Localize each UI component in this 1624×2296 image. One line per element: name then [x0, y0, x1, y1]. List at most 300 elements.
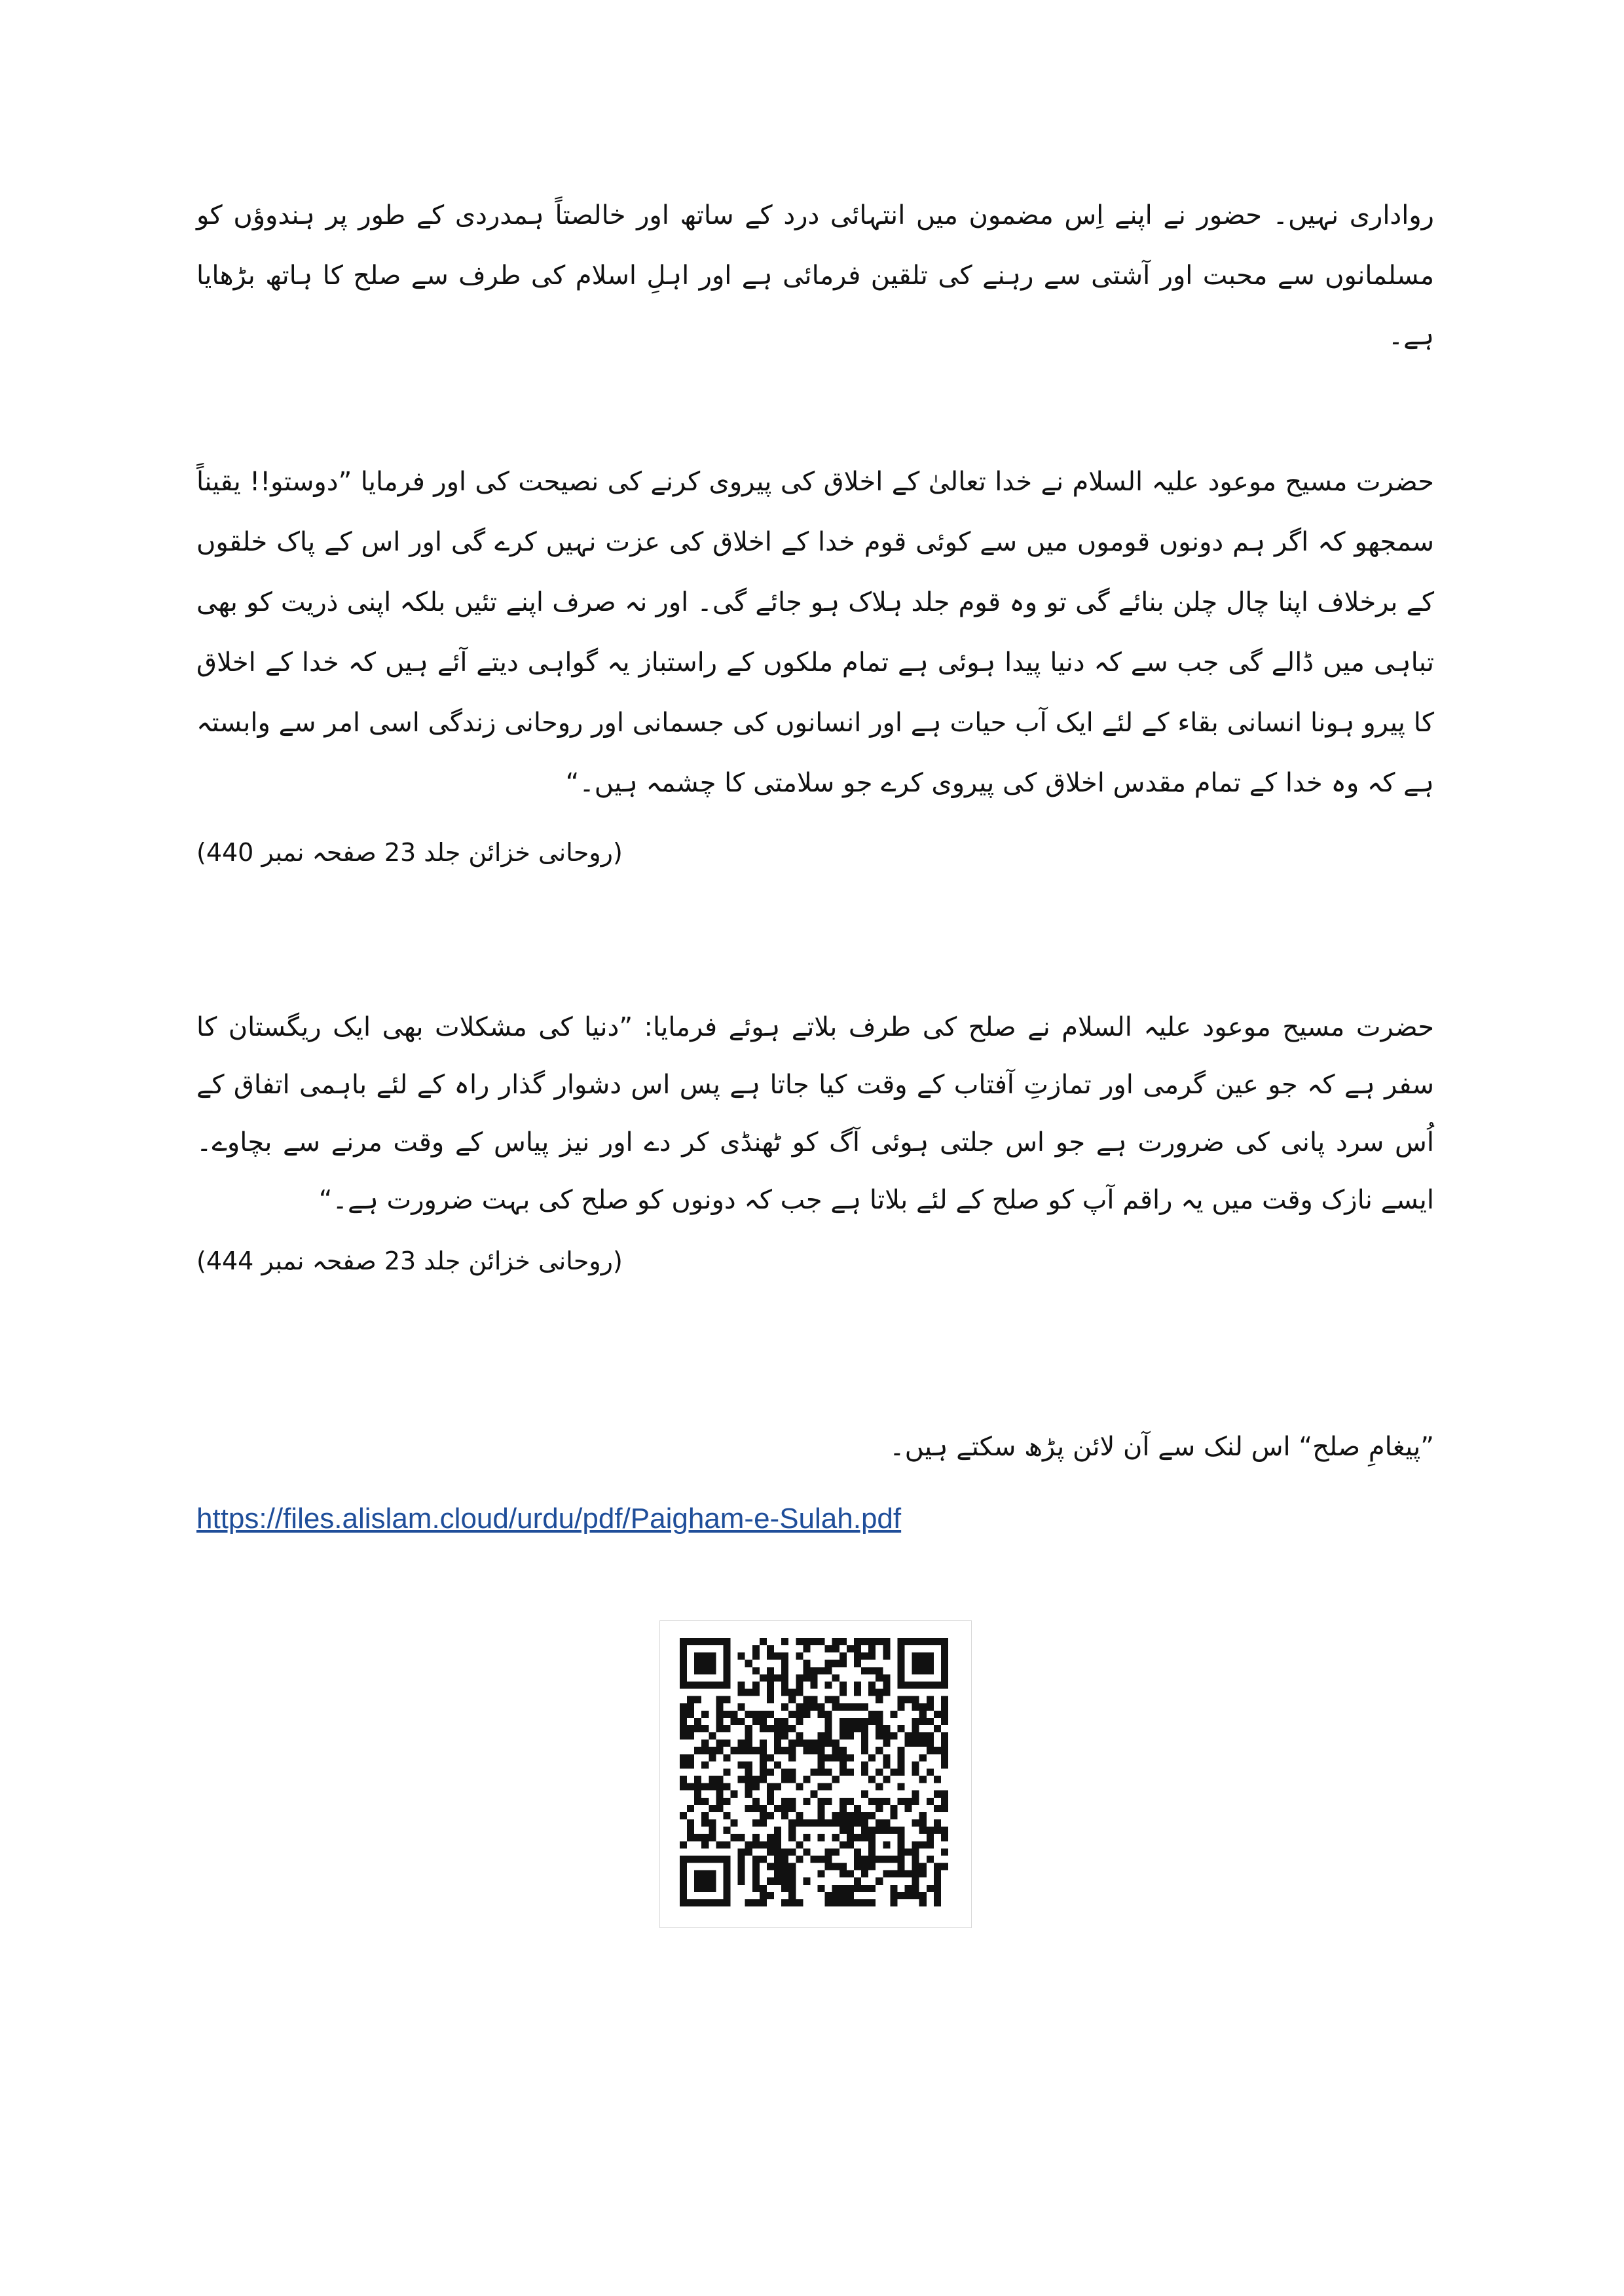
- qr-module: [788, 1892, 796, 1899]
- qr-module: [861, 1704, 868, 1711]
- qr-module: [687, 1819, 694, 1827]
- qr-module: [774, 1761, 781, 1768]
- qr-module: [687, 1725, 694, 1732]
- qr-module: [781, 1870, 788, 1878]
- qr-module: [810, 1704, 817, 1711]
- qr-module: [701, 1899, 709, 1906]
- qr-module: [738, 1834, 745, 1841]
- qr-module: [760, 1754, 767, 1761]
- qr-module: [854, 1805, 861, 1812]
- qr-module: [745, 1848, 752, 1855]
- qr-module: [847, 1834, 854, 1841]
- qr-module: [941, 1863, 948, 1870]
- qr-module: [680, 1754, 687, 1761]
- qr-module: [897, 1667, 904, 1674]
- qr-module: [803, 1696, 810, 1704]
- qr-module: [781, 1878, 788, 1885]
- qr-module: [861, 1732, 868, 1740]
- qr-module: [876, 1827, 883, 1834]
- qr-module: [760, 1711, 767, 1718]
- qr-module: [840, 1725, 847, 1732]
- qr-module: [810, 1768, 817, 1776]
- qr-module: [941, 1827, 948, 1834]
- qr-module: [745, 1689, 752, 1696]
- qr-module: [861, 1725, 868, 1732]
- qr-module: [781, 1638, 788, 1645]
- qr-module: [810, 1638, 817, 1645]
- qr-module: [912, 1855, 919, 1863]
- qr-module: [912, 1696, 919, 1704]
- qr-module: [927, 1660, 934, 1667]
- qr-module: [709, 1638, 716, 1645]
- qr-module: [723, 1674, 730, 1681]
- qr-module: [694, 1652, 701, 1660]
- qr-module: [767, 1681, 774, 1688]
- qr-module: [694, 1747, 701, 1754]
- qr-module: [897, 1674, 904, 1681]
- qr-module: [927, 1827, 934, 1834]
- qr-module: [912, 1885, 919, 1892]
- qr-module: [847, 1892, 854, 1899]
- qr-module: [941, 1638, 948, 1645]
- qr-module: [825, 1819, 832, 1827]
- qr-module: [694, 1870, 701, 1878]
- qr-module: [701, 1855, 709, 1863]
- qr-module: [774, 1740, 781, 1747]
- qr-module: [941, 1681, 948, 1688]
- qr-module: [752, 1667, 760, 1674]
- qr-module: [803, 1834, 810, 1841]
- qr-module: [752, 1681, 760, 1688]
- qr-module: [876, 1718, 883, 1725]
- qr-module: [709, 1855, 716, 1863]
- qr-module: [897, 1652, 904, 1660]
- qr-module: [709, 1660, 716, 1667]
- qr-module: [840, 1870, 847, 1878]
- qr-module: [876, 1798, 883, 1805]
- qr-module: [934, 1870, 941, 1878]
- qr-module: [745, 1776, 752, 1783]
- qr-module: [745, 1740, 752, 1747]
- qr-module: [861, 1834, 868, 1841]
- qr-module: [832, 1754, 840, 1761]
- qr-module: [767, 1768, 774, 1776]
- qr-module: [745, 1783, 752, 1791]
- qr-module: [854, 1885, 861, 1892]
- qr-module: [883, 1638, 890, 1645]
- qr-module: [919, 1732, 927, 1740]
- qr-module: [934, 1827, 941, 1834]
- qr-module: [752, 1783, 760, 1791]
- qr-module: [876, 1732, 883, 1740]
- qr-module: [847, 1841, 854, 1848]
- qr-module: [818, 1783, 825, 1791]
- qr-module: [927, 1696, 934, 1704]
- qr-module: [788, 1768, 796, 1776]
- qr-module: [876, 1711, 883, 1718]
- qr-module: [934, 1711, 941, 1718]
- qr-module: [854, 1704, 861, 1711]
- qr-module: [912, 1718, 919, 1725]
- qr-module: [912, 1761, 919, 1768]
- qr-module: [825, 1783, 832, 1791]
- qr-module: [832, 1696, 840, 1704]
- qr-module: [825, 1798, 832, 1805]
- qr-module: [912, 1863, 919, 1870]
- reference-citation: (روحانی خزائن جلد 23 صفحہ نمبر 440): [196, 838, 623, 867]
- qr-module: [919, 1638, 927, 1645]
- qr-module: [738, 1681, 745, 1688]
- qr-module: [774, 1718, 781, 1725]
- qr-module: [883, 1761, 890, 1768]
- qr-module: [905, 1798, 912, 1805]
- qr-module: [752, 1645, 760, 1652]
- qr-module: [788, 1747, 796, 1754]
- qr-module: [825, 1732, 832, 1740]
- qr-module: [883, 1819, 890, 1827]
- qr-module: [781, 1667, 788, 1674]
- qr-module: [927, 1652, 934, 1660]
- qr-module: [919, 1863, 927, 1870]
- qr-module: [709, 1783, 716, 1791]
- qr-module: [709, 1870, 716, 1878]
- qr-module: [832, 1812, 840, 1819]
- qr-module: [752, 1863, 760, 1870]
- qr-module: [941, 1704, 948, 1711]
- qr-module: [876, 1725, 883, 1732]
- qr-module: [868, 1718, 876, 1725]
- qr-module: [781, 1718, 788, 1725]
- qr-module: [796, 1689, 803, 1696]
- qr-module: [876, 1696, 883, 1704]
- qr-module: [832, 1892, 840, 1899]
- qr-module: [745, 1841, 752, 1848]
- qr-module: [709, 1681, 716, 1688]
- qr-module: [709, 1754, 716, 1761]
- qr-module: [767, 1791, 774, 1798]
- qr-module: [701, 1878, 709, 1885]
- qr-module: [752, 1855, 760, 1863]
- qr-module: [832, 1747, 840, 1754]
- qr-module: [934, 1638, 941, 1645]
- qr-module: [687, 1681, 694, 1688]
- qr-module: [738, 1863, 745, 1870]
- qr-module: [854, 1660, 861, 1667]
- qr-module: [680, 1660, 687, 1667]
- qr-module: [760, 1761, 767, 1768]
- qr-module: [680, 1681, 687, 1688]
- qr-module: [694, 1718, 701, 1725]
- qr-module: [825, 1660, 832, 1667]
- qr-module: [927, 1740, 934, 1747]
- qr-module: [883, 1645, 890, 1652]
- qr-module: [912, 1704, 919, 1711]
- qr-module: [919, 1841, 927, 1848]
- qr-module: [861, 1827, 868, 1834]
- qr-module: [832, 1660, 840, 1667]
- qr-module: [832, 1645, 840, 1652]
- qr-module: [847, 1754, 854, 1761]
- qr-module: [694, 1667, 701, 1674]
- qr-module: [868, 1885, 876, 1892]
- qr-module: [941, 1848, 948, 1855]
- qr-module: [861, 1819, 868, 1827]
- qr-module: [861, 1855, 868, 1863]
- qr-module: [825, 1718, 832, 1725]
- qr-module: [919, 1754, 927, 1761]
- qr-module: [832, 1638, 840, 1645]
- qr-module: [680, 1841, 687, 1848]
- qr-module: [796, 1638, 803, 1645]
- qr-module: [861, 1740, 868, 1747]
- qr-module: [781, 1768, 788, 1776]
- qr-module: [840, 1681, 847, 1688]
- qr-module: [934, 1885, 941, 1892]
- qr-module: [868, 1812, 876, 1819]
- qr-module: [883, 1827, 890, 1834]
- qr-module: [897, 1798, 904, 1805]
- qr-module: [767, 1725, 774, 1732]
- qr-module: [847, 1768, 854, 1776]
- qr-module: [788, 1870, 796, 1878]
- qr-module: [818, 1798, 825, 1805]
- qr-module: [919, 1704, 927, 1711]
- qr-module: [868, 1827, 876, 1834]
- qr-module: [788, 1740, 796, 1747]
- qr-module: [847, 1704, 854, 1711]
- qr-module: [847, 1812, 854, 1819]
- qr-module: [861, 1863, 868, 1870]
- qr-module: [752, 1899, 760, 1906]
- qr-module: [680, 1855, 687, 1863]
- reference-citation: (روحانی خزائن جلد 23 صفحہ نمبر 444): [196, 1247, 623, 1275]
- qr-module: [897, 1768, 904, 1776]
- qr-module: [723, 1711, 730, 1718]
- qr-module: [680, 1674, 687, 1681]
- qr-module: [803, 1747, 810, 1754]
- qr-module: [919, 1667, 927, 1674]
- qr-module: [818, 1870, 825, 1878]
- qr-module: [861, 1768, 868, 1776]
- qr-module: [840, 1732, 847, 1740]
- qr-module: [760, 1674, 767, 1681]
- qr-module: [709, 1652, 716, 1660]
- qr-module: [701, 1812, 709, 1819]
- qr-module: [760, 1768, 767, 1776]
- qr-module: [781, 1863, 788, 1870]
- qr-module: [927, 1747, 934, 1754]
- qr-module: [941, 1754, 948, 1761]
- qr-module: [919, 1660, 927, 1667]
- qr-module: [868, 1798, 876, 1805]
- qr-module: [810, 1740, 817, 1747]
- qr-module: [883, 1776, 890, 1783]
- qr-module: [912, 1791, 919, 1798]
- qr-module: [840, 1812, 847, 1819]
- qr-module: [781, 1652, 788, 1660]
- qr-module: [680, 1732, 687, 1740]
- qr-module: [854, 1652, 861, 1660]
- qr-module: [818, 1754, 825, 1761]
- qr-module: [941, 1798, 948, 1805]
- qr-module: [803, 1848, 810, 1855]
- qr-module: [709, 1776, 716, 1783]
- qr-module: [781, 1885, 788, 1892]
- qr-module: [927, 1855, 934, 1863]
- qr-module: [796, 1674, 803, 1681]
- qr-module: [825, 1899, 832, 1906]
- qr-module: [905, 1732, 912, 1740]
- qr-module: [781, 1812, 788, 1819]
- qr-module: [774, 1827, 781, 1834]
- qr-module: [788, 1711, 796, 1718]
- qr-module: [796, 1783, 803, 1791]
- qr-module: [897, 1660, 904, 1667]
- qr-module: [774, 1878, 781, 1885]
- qr-module: [876, 1805, 883, 1812]
- qr-module: [716, 1638, 723, 1645]
- qr-module: [781, 1732, 788, 1740]
- qr-module: [701, 1667, 709, 1674]
- qr-module: [716, 1899, 723, 1906]
- qr-module: [912, 1798, 919, 1805]
- qr-module: [701, 1747, 709, 1754]
- qr-module: [840, 1819, 847, 1827]
- qr-module: [701, 1740, 709, 1747]
- qr-module: [723, 1740, 730, 1747]
- qr-module: [854, 1718, 861, 1725]
- qr-module: [694, 1834, 701, 1841]
- qr-module: [854, 1878, 861, 1885]
- qr-module: [745, 1899, 752, 1906]
- qr-module: [788, 1805, 796, 1812]
- qr-module: [709, 1819, 716, 1827]
- qr-module: [941, 1761, 948, 1768]
- qr-module: [767, 1783, 774, 1791]
- qr-module: [876, 1667, 883, 1674]
- qr-module: [760, 1885, 767, 1892]
- qr-module: [803, 1645, 810, 1652]
- qr-module: [687, 1696, 694, 1704]
- qr-module: [832, 1885, 840, 1892]
- qr-module: [767, 1696, 774, 1704]
- qr-module: [912, 1768, 919, 1776]
- qr-module: [854, 1863, 861, 1870]
- qr-module: [912, 1638, 919, 1645]
- qr-module: [868, 1834, 876, 1841]
- qr-module: [788, 1899, 796, 1906]
- qr-module: [709, 1827, 716, 1834]
- qr-module: [890, 1892, 897, 1899]
- qr-module: [905, 1848, 912, 1855]
- qr-module: [810, 1674, 817, 1681]
- qr-module: [810, 1791, 817, 1798]
- qr-module: [919, 1819, 927, 1827]
- qr-module: [687, 1827, 694, 1834]
- qr-module: [912, 1732, 919, 1740]
- qr-module: [897, 1841, 904, 1848]
- qr-module: [716, 1740, 723, 1747]
- qr-module: [919, 1718, 927, 1725]
- qr-module: [701, 1761, 709, 1768]
- qr-module: [840, 1863, 847, 1870]
- qr-module: [723, 1783, 730, 1791]
- qr-module: [788, 1754, 796, 1761]
- qr-module: [934, 1747, 941, 1754]
- qr-module: [781, 1805, 788, 1812]
- qr-module: [818, 1761, 825, 1768]
- qr-module: [840, 1660, 847, 1667]
- qr-module: [912, 1740, 919, 1747]
- paragraph-call-to-peace-quote: حضرت مسیح موعود علیہ السلام نے صلح کی طرف بلاتے ہوئے فرمایا: ”دنیا کی مشکلات بھی ایک ریگستان کا سفر ہے کہ جو عین گرمی اور تمازتِ آفتاب کے وقت کیا جاتا ہے پس اس دشوار گذار راہ کے لئے باہمی اتفاق کے اُس سرد پانی کی ضرورت ہے جو اس جلتی ہوئی آگ کو ٹھنڈی کر دے اور نیز پیاس کے وقت مرنے سے بچاوے۔ ایسے نازک وقت میں یہ راقم آپ کو صلح کے لئے بلاتا ہے جب کہ دونوں کو صلح کی بہت ضرورت ہے۔“: [196, 1012, 1434, 1215]
- qr-module: [731, 1711, 738, 1718]
- pdf-download-link[interactable]: https://files.alislam.cloud/urdu/pdf/Paigham-e-Sulah.pdf: [196, 1503, 902, 1535]
- qr-module: [701, 1725, 709, 1732]
- qr-module: [774, 1805, 781, 1812]
- qr-module: [687, 1711, 694, 1718]
- qr-module: [796, 1740, 803, 1747]
- qr-module: [723, 1638, 730, 1645]
- qr-module: [854, 1899, 861, 1906]
- qr-module: [818, 1638, 825, 1645]
- qr-module: [825, 1667, 832, 1674]
- qr-module: [788, 1885, 796, 1892]
- qr-module: [897, 1696, 904, 1704]
- qr-module: [796, 1704, 803, 1711]
- qr-module: [796, 1855, 803, 1863]
- qr-module: [919, 1711, 927, 1718]
- qr-module: [687, 1855, 694, 1863]
- qr-module: [825, 1768, 832, 1776]
- qr-module: [738, 1747, 745, 1754]
- qr-module: [840, 1754, 847, 1761]
- qr-module: [868, 1652, 876, 1660]
- qr-module: [752, 1834, 760, 1841]
- qr-module: [825, 1696, 832, 1704]
- qr-module: [861, 1870, 868, 1878]
- qr-module: [767, 1711, 774, 1718]
- qr-module: [868, 1899, 876, 1906]
- qr-module: [788, 1696, 796, 1704]
- qr-module: [803, 1660, 810, 1667]
- qr-module: [716, 1725, 723, 1732]
- qr-module: [832, 1834, 840, 1841]
- qr-module: [840, 1761, 847, 1768]
- qr-module: [694, 1878, 701, 1885]
- qr-module: [897, 1855, 904, 1863]
- qr-module: [897, 1783, 904, 1791]
- qr-module: [810, 1747, 817, 1754]
- qr-module: [774, 1674, 781, 1681]
- qr-module: [927, 1718, 934, 1725]
- qr-module: [847, 1645, 854, 1652]
- qr-module: [723, 1827, 730, 1834]
- qr-module: [796, 1819, 803, 1827]
- qr-module: [745, 1732, 752, 1740]
- qr-module: [847, 1725, 854, 1732]
- qr-module: [941, 1652, 948, 1660]
- qr-module: [868, 1711, 876, 1718]
- qr-module: [723, 1696, 730, 1704]
- qr-module: [694, 1798, 701, 1805]
- qr-module: [832, 1863, 840, 1870]
- qr-module: [716, 1704, 723, 1711]
- qr-module: [781, 1660, 788, 1667]
- qr-module: [774, 1732, 781, 1740]
- qr-module: [752, 1805, 760, 1812]
- qr-module: [694, 1696, 701, 1704]
- qr-module: [934, 1892, 941, 1899]
